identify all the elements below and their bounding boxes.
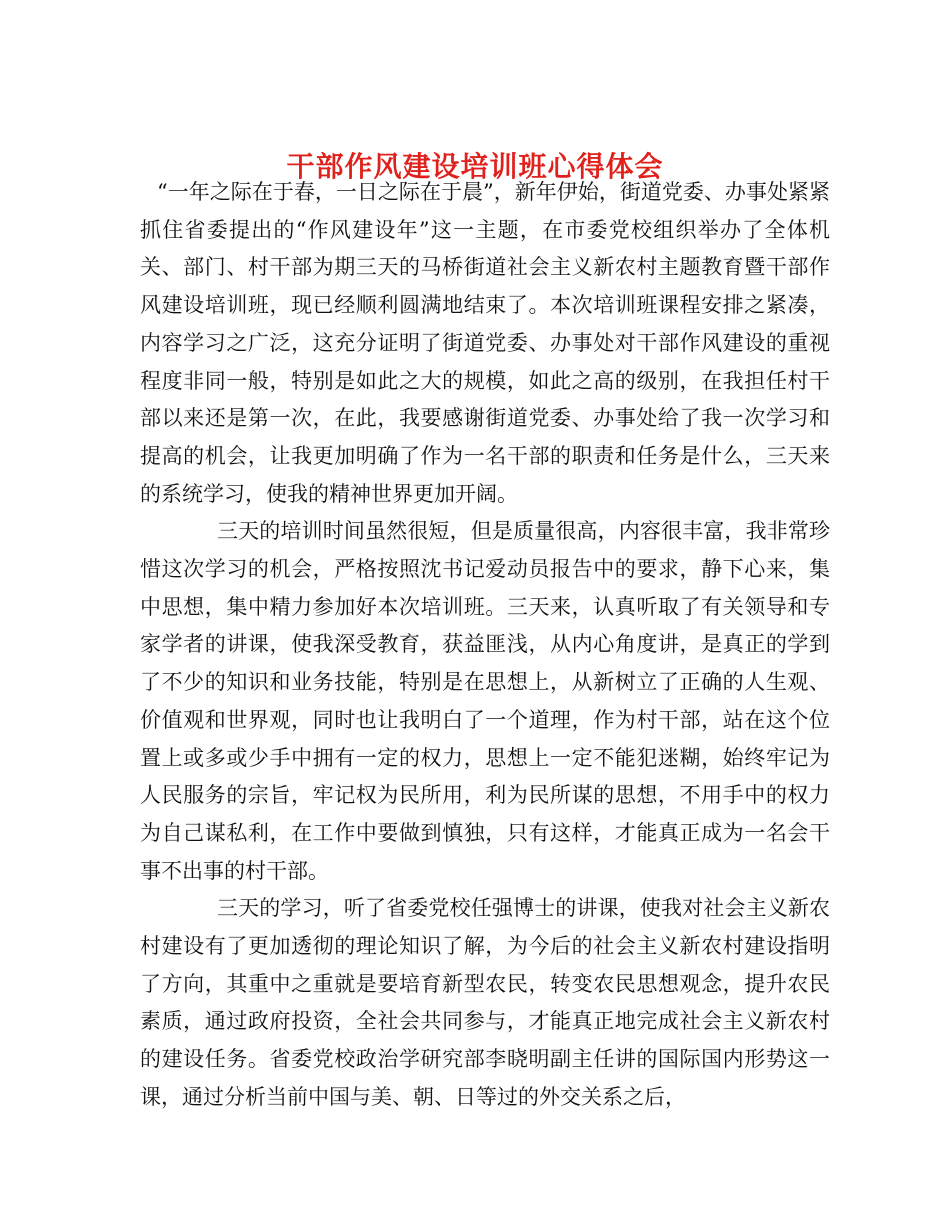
paragraph-3: 三天的学习，听了省委党校任强博士的讲课，使我对社会主义新农村建设有了更加透彻的理论知识了解，为今后的社会主义新农村建设指明了方向，其重中之重就是要培育新型农民，转变农民思想观念，提升农民素质，通过政府投资，全社会共同参与，才能真正地完成社会主义新农村的建设任务。省委党校政治学研究部李晓明副主任讲的国际国内形势这一课，通过分析当前中国与美、朝、日等过的外交关系之后， — [140, 896, 830, 1109]
document-body — [140, 174, 830, 1117]
paragraph-1: “一年之际在于春，一日之际在于晨”，新年伊始，街道党委、办事处紧紧抓住省委提出的“作风建设年”这一主题，在市委党校组织举办了全体机关、部门、村干部为期三天的马桥街道社会主义新农村主题教育暨干部作风建设培训班，现已经顺利圆满地结束了。本次培训班课程安排之紧凑，内容学习之广泛，这充分证明了街道党委、办事处对干部作风建设的重视程度非同一般，特别是如此之大的规模，如此之高的级别，在我担任村干部以来还是第一次，在此，我要感谢街道党委、办事处给了我一次学习和提高的机会，让我更加明确了作为一名干部的职责和任务是什么，三天来的系统学习，使我的精神世界更加开阔。 — [140, 180, 830, 506]
paragraph-2: 三天的培训时间虽然很短，但是质量很高，内容很丰富，我非常珍惜这次学习的机会，严格按照沈书记爱动员报告中的要求，静下心来，集中思想，集中精力参加好本次培训班。三天来，认真听取了有关领导和专家学者的讲课，使我深受教育，获益匪浅，从内心角度讲，是真正的学到了不少的知识和业务技能，特别是在思想上，从新树立了正确的人生观、价值观和世界观，同时也让我明白了一个道理，作为村干部，站在这个位置上或多或少手中拥有一定的权力，思想上一定不能犯迷糊，始终牢记为人民服务的宗旨，牢记权为民所用，利为民所谋的思想，不用手中的权力为自己谋私利，在工作中要做到慎独，只有这样，才能真正成为一名会干事不出事的村干部。 — [140, 519, 830, 883]
document-title: 干部作风建设培训班心得体会 — [286, 149, 664, 183]
